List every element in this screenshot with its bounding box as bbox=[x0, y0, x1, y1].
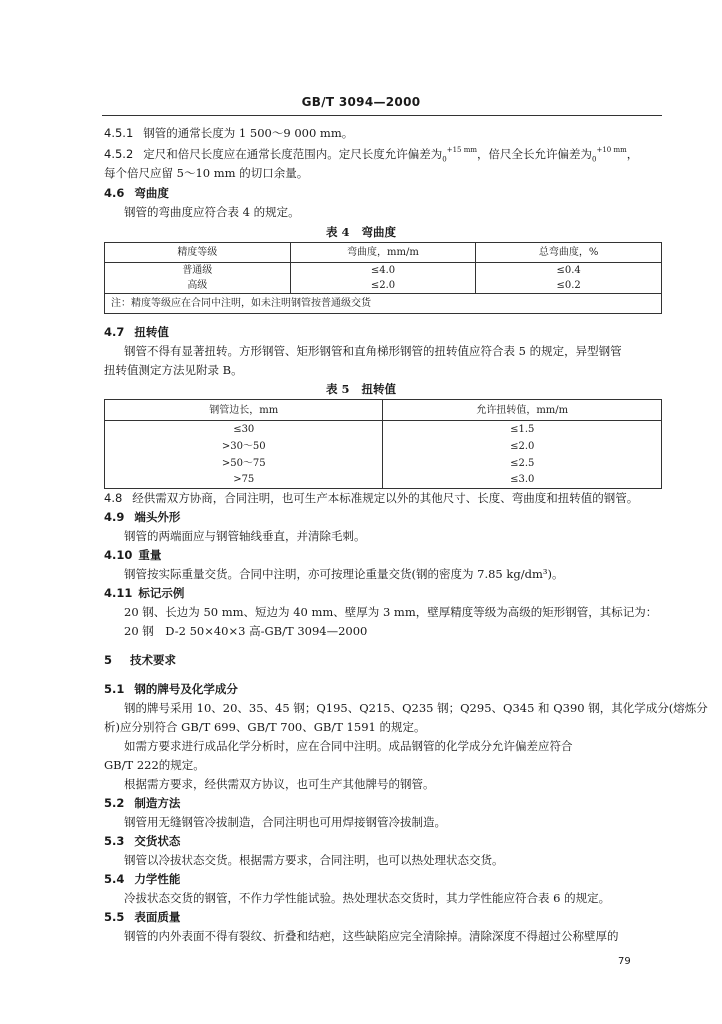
section-5-3-heading bbox=[104, 834, 180, 848]
clause-5-1-p3: 根据需方要求，经供需双方协议，也可生产其他牌号的钢管。 bbox=[124, 777, 435, 791]
section-title: 标记示例 bbox=[138, 586, 185, 600]
table-4-caption bbox=[0, 224, 722, 240]
table-4-bending bbox=[104, 242, 662, 314]
table-header-row bbox=[105, 243, 662, 263]
section-number: 4.9 bbox=[104, 510, 125, 524]
tolerance-upper-1: +15 mm bbox=[446, 146, 478, 154]
table-cell: >50～75 bbox=[105, 455, 383, 472]
table-number: 表 4 bbox=[325, 225, 350, 239]
section-title: 钢的牌号及化学成分 bbox=[134, 682, 238, 696]
clause-4-9-text: 钢管的两端面应与钢管轴线垂直，并清除毛刺。 bbox=[124, 529, 366, 543]
section-number: 5.4 bbox=[104, 872, 125, 886]
clause-4-11-line1: 20 钢、长边为 50 mm、短边为 40 mm、壁厚为 3 mm，壁厚精度等级为高级的矩形钢管，其标记为： bbox=[124, 605, 658, 619]
table-cell: 普通级 bbox=[105, 263, 291, 279]
clause-number: 4.5.2 bbox=[104, 147, 134, 161]
header-cell: 弯曲度，mm/m bbox=[290, 243, 476, 263]
table-cell: >30～50 bbox=[105, 438, 383, 455]
tolerance-upper-2: +10 mm bbox=[596, 146, 627, 154]
clause-text-part3: ， bbox=[626, 147, 639, 161]
clause-4-7-line1: 钢管不得有显著扭转。方形钢管、矩形钢管和直角梯形钢管的扭转值应符合表 5 的规定，异型钢管 bbox=[124, 344, 622, 358]
table-cell: >75 bbox=[105, 472, 383, 489]
header-cell: 钢管边长，mm bbox=[105, 400, 383, 421]
header-rule bbox=[102, 115, 662, 116]
section-title: 交货状态 bbox=[134, 834, 181, 848]
section-title: 重量 bbox=[138, 548, 162, 562]
table-note: 注：精度等级应在合同中注明，如未注明钢管按普通级交货 bbox=[105, 294, 662, 314]
section-title: 力学性能 bbox=[134, 872, 181, 886]
clause-5-1-p1-line2: 析)应分别符合 GB/T 699、GB/T 700、GB/T 1591 的规定。 bbox=[104, 720, 426, 734]
table-title: 弯曲度 bbox=[361, 225, 396, 239]
table-row bbox=[105, 263, 662, 279]
clause-4-5-2-line2: 每个倍尺应留 5～10 mm 的切口余量。 bbox=[104, 166, 309, 180]
clause-5-1-p1-line1: 钢的牌号采用 10、20、35、45 钢；Q195、Q215、Q235 钢；Q295、Q345 和 Q390 钢，其化学成分(熔炼分 bbox=[124, 701, 708, 715]
section-number: 5.5 bbox=[104, 910, 125, 924]
clause-5-5-text: 钢管的内外表面不得有裂纹、折叠和结疤，这些缺陷应完全清除掉。清除深度不得超过公称壁厚的 bbox=[124, 929, 619, 943]
section-4-10-heading bbox=[104, 548, 161, 562]
table-row bbox=[105, 421, 662, 438]
table-header-row bbox=[105, 400, 662, 421]
section-5-2-heading bbox=[104, 796, 180, 810]
table-note-row bbox=[105, 294, 662, 314]
table-number: 表 5 bbox=[325, 382, 350, 396]
section-number: 4.7 bbox=[104, 325, 125, 339]
marking-example: 20 钢 D-2 50×40×3 高-GB/T 3094—2000 bbox=[124, 624, 368, 638]
clause-text: 钢管的通常长度为 1 500～9 000 mm。 bbox=[143, 126, 354, 140]
section-4-7-heading bbox=[104, 325, 169, 339]
clause-5-4-text: 冷拔状态交货的钢管，不作力学性能试验。热处理状态交货时，其力学性能应符合表 6 的规定。 bbox=[124, 891, 611, 905]
section-title: 制造方法 bbox=[134, 796, 181, 810]
clause-4-5-1 bbox=[104, 126, 353, 140]
table-5-caption bbox=[0, 381, 722, 397]
table-5-twist bbox=[104, 399, 662, 489]
table-row bbox=[105, 278, 662, 294]
section-number: 5.3 bbox=[104, 834, 125, 848]
table-row bbox=[105, 472, 662, 489]
table-cell: ≤0.2 bbox=[476, 278, 662, 294]
section-number: 4.6 bbox=[104, 186, 125, 200]
section-4-6-heading bbox=[104, 186, 169, 200]
table-title: 扭转值 bbox=[361, 382, 396, 396]
clause-5-3-text: 钢管以冷拔状态交货。根据需方要求，合同注明，也可以热处理状态交货。 bbox=[124, 853, 504, 867]
clause-number: 4.8 bbox=[104, 491, 123, 505]
clause-number: 4.5.1 bbox=[104, 126, 134, 140]
table-cell: ≤0.4 bbox=[476, 263, 662, 279]
section-5-4-heading bbox=[104, 872, 180, 886]
section-4-11-heading bbox=[104, 586, 184, 600]
section-title: 扭转值 bbox=[134, 325, 169, 339]
clause-4-8 bbox=[104, 491, 638, 505]
tolerance-lower-1: 0 bbox=[442, 155, 447, 164]
clause-4-5-2 bbox=[104, 147, 638, 166]
page-number: 79 bbox=[618, 956, 631, 967]
table-cell: ≤2.0 bbox=[290, 278, 476, 294]
section-number: 5.1 bbox=[104, 682, 125, 696]
clause-text-part2: ，倍尺全长允许偏差为 bbox=[477, 147, 593, 161]
section-4-9-heading bbox=[104, 510, 180, 524]
table-cell: ≤1.5 bbox=[383, 421, 662, 438]
section-number: 4.11 bbox=[104, 586, 133, 600]
clause-text-part1: 定尺和倍尺长度应在通常长度范围内。定尺长度允许偏差为 bbox=[143, 147, 443, 161]
clause-5-2-text: 钢管用无缝钢管冷拔制造，合同注明也可用焊接钢管冷拔制造。 bbox=[124, 815, 446, 829]
section-number: 5.2 bbox=[104, 796, 125, 810]
table-cell: ≤3.0 bbox=[383, 472, 662, 489]
clause-4-7-line2: 扭转值测定方法见附录 B。 bbox=[104, 363, 243, 377]
tolerance-lower-2: 0 bbox=[592, 155, 597, 164]
section-title: 弯曲度 bbox=[134, 186, 169, 200]
table-cell: 高级 bbox=[105, 278, 291, 294]
table-cell: ≤4.0 bbox=[290, 263, 476, 279]
header-cell: 总弯曲度，% bbox=[476, 243, 662, 263]
chapter-5-heading bbox=[104, 653, 176, 667]
table-row bbox=[105, 455, 662, 472]
section-number: 4.10 bbox=[104, 548, 133, 562]
clause-text: 经供需双方协商，合同注明，也可生产本标准规定以外的其他尺寸、长度、弯曲度和扭转值的钢管。 bbox=[132, 491, 639, 505]
clause-5-1-p2-line2: GB/T 222的规定。 bbox=[104, 758, 205, 772]
section-5-5-heading bbox=[104, 910, 180, 924]
table-cell: ≤2.5 bbox=[383, 455, 662, 472]
standard-header: GB/T 3094—2000 bbox=[301, 95, 421, 109]
table-cell: ≤30 bbox=[105, 421, 383, 438]
chapter-number: 5 bbox=[104, 653, 113, 667]
header-cell: 精度等级 bbox=[105, 243, 291, 263]
table-row bbox=[105, 438, 662, 455]
chapter-title: 技术要求 bbox=[130, 653, 177, 667]
clause-4-10-text: 钢管按实际重量交货。合同中注明，亦可按理论重量交货(钢的密度为 7.85 kg/dm³)。 bbox=[124, 567, 564, 581]
section-title: 端头外形 bbox=[134, 510, 181, 524]
section-5-1-heading bbox=[104, 682, 238, 696]
clause-4-6-text: 钢管的弯曲度应符合表 4 的规定。 bbox=[124, 205, 300, 219]
header-cell: 允许扭转值，mm/m bbox=[383, 400, 662, 421]
section-title: 表面质量 bbox=[134, 910, 181, 924]
table-cell: ≤2.0 bbox=[383, 438, 662, 455]
clause-5-1-p2-line1: 如需方要求进行成品化学分析时，应在合同中注明。成品钢管的化学成分允许偏差应符合 bbox=[124, 739, 573, 753]
